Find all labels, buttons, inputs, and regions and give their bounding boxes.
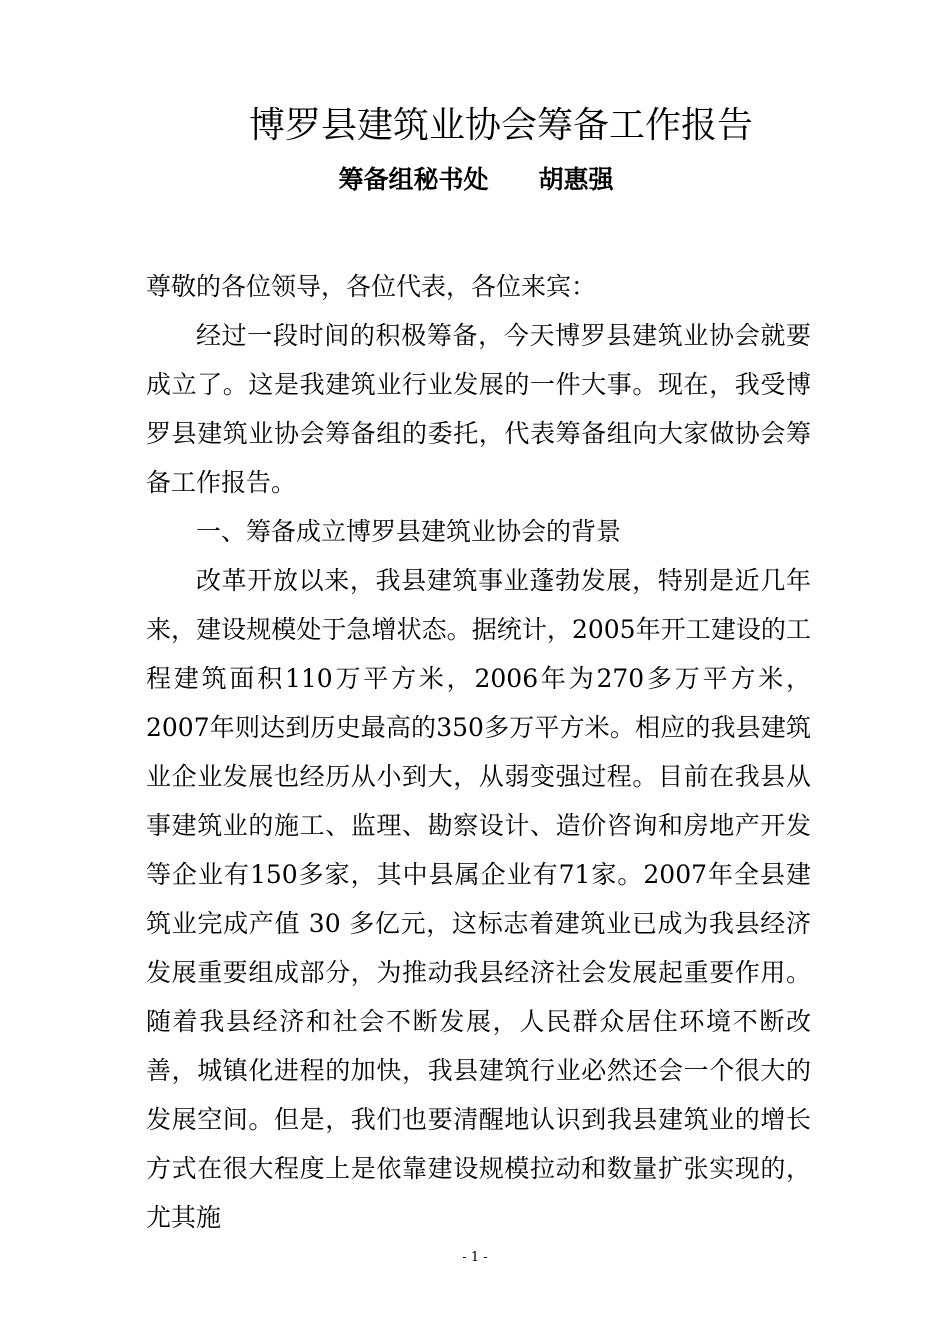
document-title: 博罗县建筑业协会筹备工作报告 [248, 105, 753, 146]
salutation: 尊敬的各位领导，各位代表，各位来宾： [146, 272, 597, 301]
section-heading: 一、筹备成立博罗县建筑业协会的背景 [196, 517, 622, 546]
page-number: - 1 - [462, 1250, 488, 1265]
byline-author: 胡惠强 [538, 165, 614, 194]
paragraph-background: 改革开放以来，我县建筑事业蓬勃发展，特别是近几年来，建设规模处于急增状态。据统计，2005年开工建设的工程建筑面积110万平方米，2006年为270多万平方米，2007年则达到历史最高的350多万平方米。相应的我县建筑业企业发展也经历从小到大，从弱变强过程。目前在我县从事建筑业的施工、监理、勘察设计、造价咨询和房地产开发等企业有150多家，其中县属企业有71家。2007年全县建筑业完成产值 30 多亿元，这标志着建筑业已成为我县经济发展重要组成部分，为推动我县经济社会发展起重要作用。随着我县经济和社会不断发展，人民群众居住环境不断改善，城镇化进程的加快，我县建筑行业必然还会一个很大的发展空间。但是，我们也要清醒地认识到我县建筑业的增长方式在很大程度上是依靠建设规模拉动和数量扩张实现的，尤其施 [146, 566, 811, 1232]
byline [146, 160, 806, 200]
document-body [146, 262, 811, 1242]
byline-org: 筹备组秘书处 [338, 165, 489, 194]
paragraph-intro: 经过一段时间的积极筹备，今天博罗县建筑业协会就要成立了。这是我建筑业行业发展的一件大事。现在，我受博罗县建筑业协会筹备组的委托，代表筹备组向大家做协会筹备工作报告。 [146, 321, 811, 497]
